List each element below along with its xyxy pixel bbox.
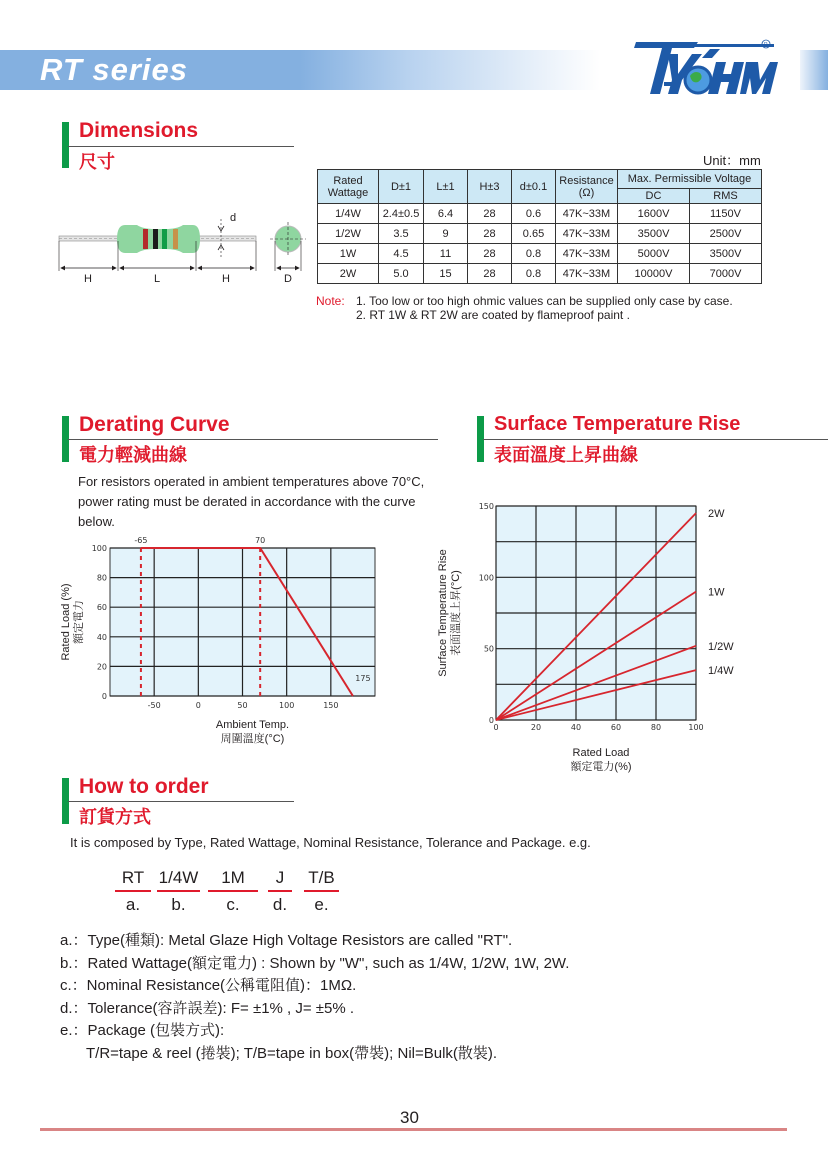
table-cell: 1W: [318, 244, 379, 264]
y-tick-label: 20: [96, 662, 107, 672]
table-cell: 11: [424, 244, 468, 264]
surface-temp-chart: [430, 495, 750, 780]
order-code: 1/4W: [157, 868, 200, 892]
x-axis-title: Ambient Temp.: [215, 719, 290, 731]
how-to-order-intro: It is composed by Type, Rated Wattage, Nominal Resistance, Tolerance and Package. e.g.: [70, 835, 591, 850]
table-cell: 5000V: [618, 244, 690, 264]
spec-table: [317, 169, 762, 284]
table-cell: 2.4±0.5: [379, 204, 424, 224]
table-cell: 9: [424, 224, 468, 244]
svg-text:R: R: [764, 42, 768, 48]
x-tick-label: 40: [570, 723, 582, 732]
y-tick-label: 0: [101, 692, 107, 701]
table-cell: 47K~33M: [556, 244, 618, 264]
table-cell: 0.8: [512, 264, 556, 284]
order-code-part: [157, 868, 200, 915]
explanation-item: c.：Nominal Resistance(公稱電阻值)：1MΩ.: [60, 977, 357, 994]
table-cell: 1/2W: [318, 224, 379, 244]
order-code-letter: d.: [272, 895, 288, 914]
dim-label-h-right: H: [222, 273, 230, 285]
order-code-part: [304, 868, 339, 915]
x-tick-label: 100: [688, 723, 704, 732]
explanation-item: T/R=tape & reel (捲裝); T/B=tape in box(帶裝); Nil=Bulk(散裝).: [86, 1044, 498, 1062]
header-resistance-label: Resistance: [559, 174, 614, 187]
y-tick-label: 100: [91, 544, 107, 553]
table-cell: 6.4: [424, 204, 468, 224]
table-cell: 0.8: [512, 244, 556, 264]
annotation-label: 175: [355, 674, 371, 683]
x-tick-label: -50: [147, 701, 161, 710]
notes: [316, 294, 733, 322]
table-cell: 3.5: [379, 224, 424, 244]
order-code-letter: a.: [125, 895, 141, 914]
header-l: L±1: [424, 170, 468, 204]
table-cell: 0.65: [512, 224, 556, 244]
y-tick-label: 0: [488, 716, 494, 725]
note-item: 2. RT 1W & RT 2W are coated by flameproof paint .: [356, 308, 630, 322]
table-row: [318, 224, 762, 244]
table-row: [318, 204, 762, 224]
order-code-part: [115, 868, 151, 915]
header-rated-wattage: Rated Wattage: [318, 170, 379, 204]
order-explanations: [60, 930, 569, 1065]
y-tick-label: 150: [478, 502, 494, 511]
header-dc: DC: [618, 189, 690, 204]
table-cell: 28: [468, 224, 512, 244]
legend-label: 2W: [708, 508, 725, 521]
table-cell: 5.0: [379, 264, 424, 284]
table-cell: 1150V: [690, 204, 762, 224]
order-code-letter: c.: [226, 895, 240, 914]
order-code: 1M: [208, 868, 258, 892]
header-d-lead: d±0.1: [512, 170, 556, 204]
dim-label-h-left: H: [84, 273, 92, 285]
legend-label: 1/4W: [708, 665, 734, 678]
note-label: Note:: [316, 294, 345, 308]
table-cell: 15: [424, 264, 468, 284]
x-tick-label: 0: [195, 701, 201, 710]
footer-divider: [40, 1128, 787, 1131]
order-code: RT: [115, 868, 151, 892]
y-axis-title: Rated Load (%): [60, 583, 72, 661]
header-resistance: [556, 170, 618, 204]
x-tick-label: 80: [650, 723, 662, 732]
table-cell: 1600V: [618, 204, 690, 224]
order-code: T/B: [304, 868, 339, 892]
table-cell: 28: [468, 264, 512, 284]
order-code-letter: e.: [314, 895, 329, 914]
dimensions-title-zh: 尺寸: [79, 152, 115, 172]
explanation-item: a.：Type(種類): Metal Glaze High Voltage Resistors are called "RT".: [60, 932, 513, 949]
explanation-item: d.：Tolerance(容許誤差): F= ±1% , J= ±5% .: [60, 999, 355, 1017]
x-axis-title: Rated Load: [572, 747, 630, 759]
spec-table-body: [318, 204, 762, 284]
legend-label: 1W: [708, 586, 725, 599]
order-code: J: [268, 868, 292, 892]
table-cell: 2W: [318, 264, 379, 284]
x-tick-label: 150: [323, 701, 339, 710]
y-axis-title: Surface Temperature Rise: [437, 549, 449, 677]
table-cell: 28: [468, 244, 512, 264]
header-rms: RMS: [690, 189, 762, 204]
table-cell: 47K~33M: [556, 224, 618, 244]
header-band-accent: [800, 50, 828, 90]
unit-label: Unit：mm: [703, 153, 761, 168]
x-tick-label: 100: [279, 701, 295, 710]
table-cell: 7000V: [690, 264, 762, 284]
section-marker: [62, 122, 69, 168]
y-tick-label: 50: [483, 644, 494, 654]
table-cell: 0.6: [512, 204, 556, 224]
explanation-item: e.：Package (包裝方式):: [60, 1022, 225, 1039]
dim-label-d-lead: d: [230, 212, 237, 224]
how-to-order-title: How to order: [79, 775, 209, 798]
surface-temp-title-zh: 表面溫度上昇曲線: [494, 445, 638, 465]
series-title: RT series: [40, 52, 189, 87]
order-code-letter: b.: [171, 895, 186, 914]
y-axis-title-zh: 表面溫度上昇(°C): [450, 570, 462, 656]
header-d: D±1: [379, 170, 424, 204]
table-cell: 3500V: [618, 224, 690, 244]
order-code-part: [268, 868, 292, 915]
section-divider: [68, 801, 294, 802]
legend-label: 1/2W: [708, 640, 734, 653]
header-h: H±3: [468, 170, 512, 204]
derating-title-zh: 電力輕減曲線: [79, 445, 187, 465]
marker-label: 70: [255, 536, 266, 545]
x-tick-label: 0: [493, 723, 499, 732]
dim-label-d-body: D: [284, 273, 292, 285]
table-cell: 10000V: [618, 264, 690, 284]
y-tick-label: 60: [96, 603, 107, 613]
derating-chart: [55, 530, 395, 750]
x-axis-title-zh: 額定電力(%): [570, 761, 632, 773]
table-row: [318, 244, 762, 264]
table-cell: 3500V: [690, 244, 762, 264]
x-axis-title-zh: 周圍溫度(°C): [220, 733, 285, 745]
section-divider: [483, 439, 828, 440]
table-cell: 47K~33M: [556, 264, 618, 284]
table-row: [318, 264, 762, 284]
explanation-item: b.：Rated Wattage(額定電力) : Shown by "W", such as 1/4W, 1/2W, 1W, 2W.: [60, 954, 570, 972]
order-code-part: [208, 868, 258, 915]
y-tick-label: 80: [96, 573, 107, 583]
dimensions-title: Dimensions: [79, 119, 199, 142]
x-tick-label: 60: [610, 723, 622, 732]
derating-description: For resistors operated in ambient temperatures above 70°C, power rating must be derated in accordance with the curve below.: [78, 474, 425, 529]
header-max-voltage: Max. Permissible Voltage: [618, 170, 762, 189]
dim-label-l: L: [154, 273, 161, 285]
resistor-diagram: [55, 205, 310, 290]
y-tick-label: 100: [478, 573, 494, 583]
page-number: 30: [400, 1108, 419, 1127]
how-to-order-title-zh: 訂貨方式: [79, 807, 151, 827]
table-cell: 4.5: [379, 244, 424, 264]
table-cell: 47K~33M: [556, 204, 618, 224]
x-tick-label: 50: [237, 701, 248, 710]
surface-temp-title: Surface Temperature Rise: [494, 413, 741, 435]
marker-label: -65: [134, 536, 148, 545]
table-cell: 1/4W: [318, 204, 379, 224]
section-divider: [68, 439, 438, 440]
y-tick-label: 40: [96, 632, 107, 642]
brand-logo: [628, 38, 778, 98]
derating-title: Derating Curve: [79, 413, 230, 436]
section-divider: [68, 146, 294, 147]
x-tick-label: 20: [530, 723, 542, 732]
y-axis-title-zh: 額定電力: [73, 600, 85, 644]
note-item: 1. Too low or too high ohmic values can be supplied only case by case.: [356, 294, 733, 308]
table-cell: 2500V: [690, 224, 762, 244]
table-cell: 28: [468, 204, 512, 224]
header-resistance-unit: (Ω): [578, 186, 595, 199]
